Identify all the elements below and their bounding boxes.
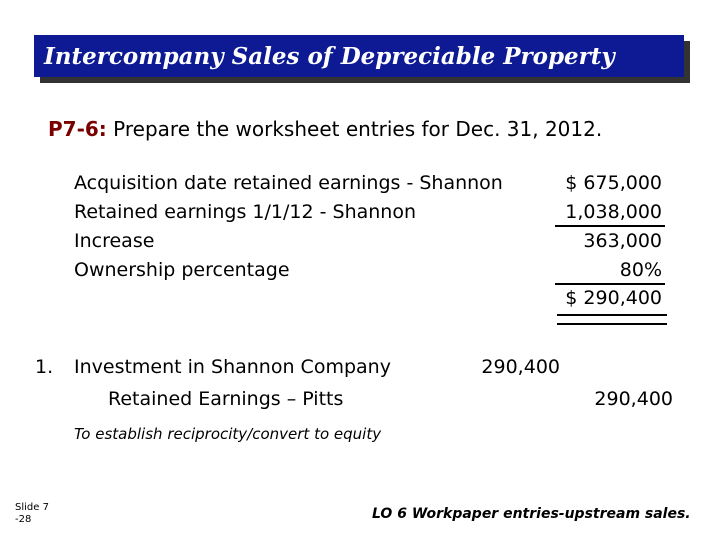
slide-number-line2: -28 — [15, 514, 32, 525]
problem-text: Prepare the worksheet entries for Dec. 31, 2012. — [113, 117, 603, 141]
calc-value-acquisition: $ 675,000 — [565, 172, 662, 194]
entry-number: 1. — [35, 356, 54, 378]
calc-label-ownership: Ownership percentage — [74, 259, 290, 281]
slide-number — [15, 502, 49, 526]
problem-statement — [48, 117, 602, 141]
calc-label-increase: Increase — [74, 230, 155, 252]
entry-note: To establish reciprocity/convert to equity — [74, 425, 382, 443]
total-rule — [555, 283, 665, 285]
calc-value-increase: 363,000 — [583, 230, 662, 252]
calc-value-ownership: 80% — [619, 259, 662, 281]
entry-debit-account: Investment in Shannon Company — [74, 356, 391, 378]
calc-value-retained: 1,038,000 — [565, 201, 662, 223]
entry-credit-amount: 290,400 — [594, 388, 673, 410]
calc-label-retained: Retained earnings 1/1/12 - Shannon — [74, 201, 416, 223]
calc-total: $ 290,400 — [565, 287, 662, 309]
learning-objective: LO 6 Workpaper entries-upstream sales. — [372, 506, 691, 522]
slide-title: Intercompany Sales of Depreciable Property — [44, 42, 615, 70]
subtotal-rule — [555, 225, 665, 227]
slide-number-line1: Slide 7 — [15, 502, 49, 513]
title-bar — [34, 35, 684, 77]
entry-debit-amount: 290,400 — [481, 356, 560, 378]
problem-label: P7-6: — [48, 117, 107, 141]
double-underline — [557, 314, 667, 325]
calc-label-acquisition: Acquisition date retained earnings - Shannon — [74, 172, 503, 194]
entry-credit-account: Retained Earnings – Pitts — [108, 388, 344, 410]
